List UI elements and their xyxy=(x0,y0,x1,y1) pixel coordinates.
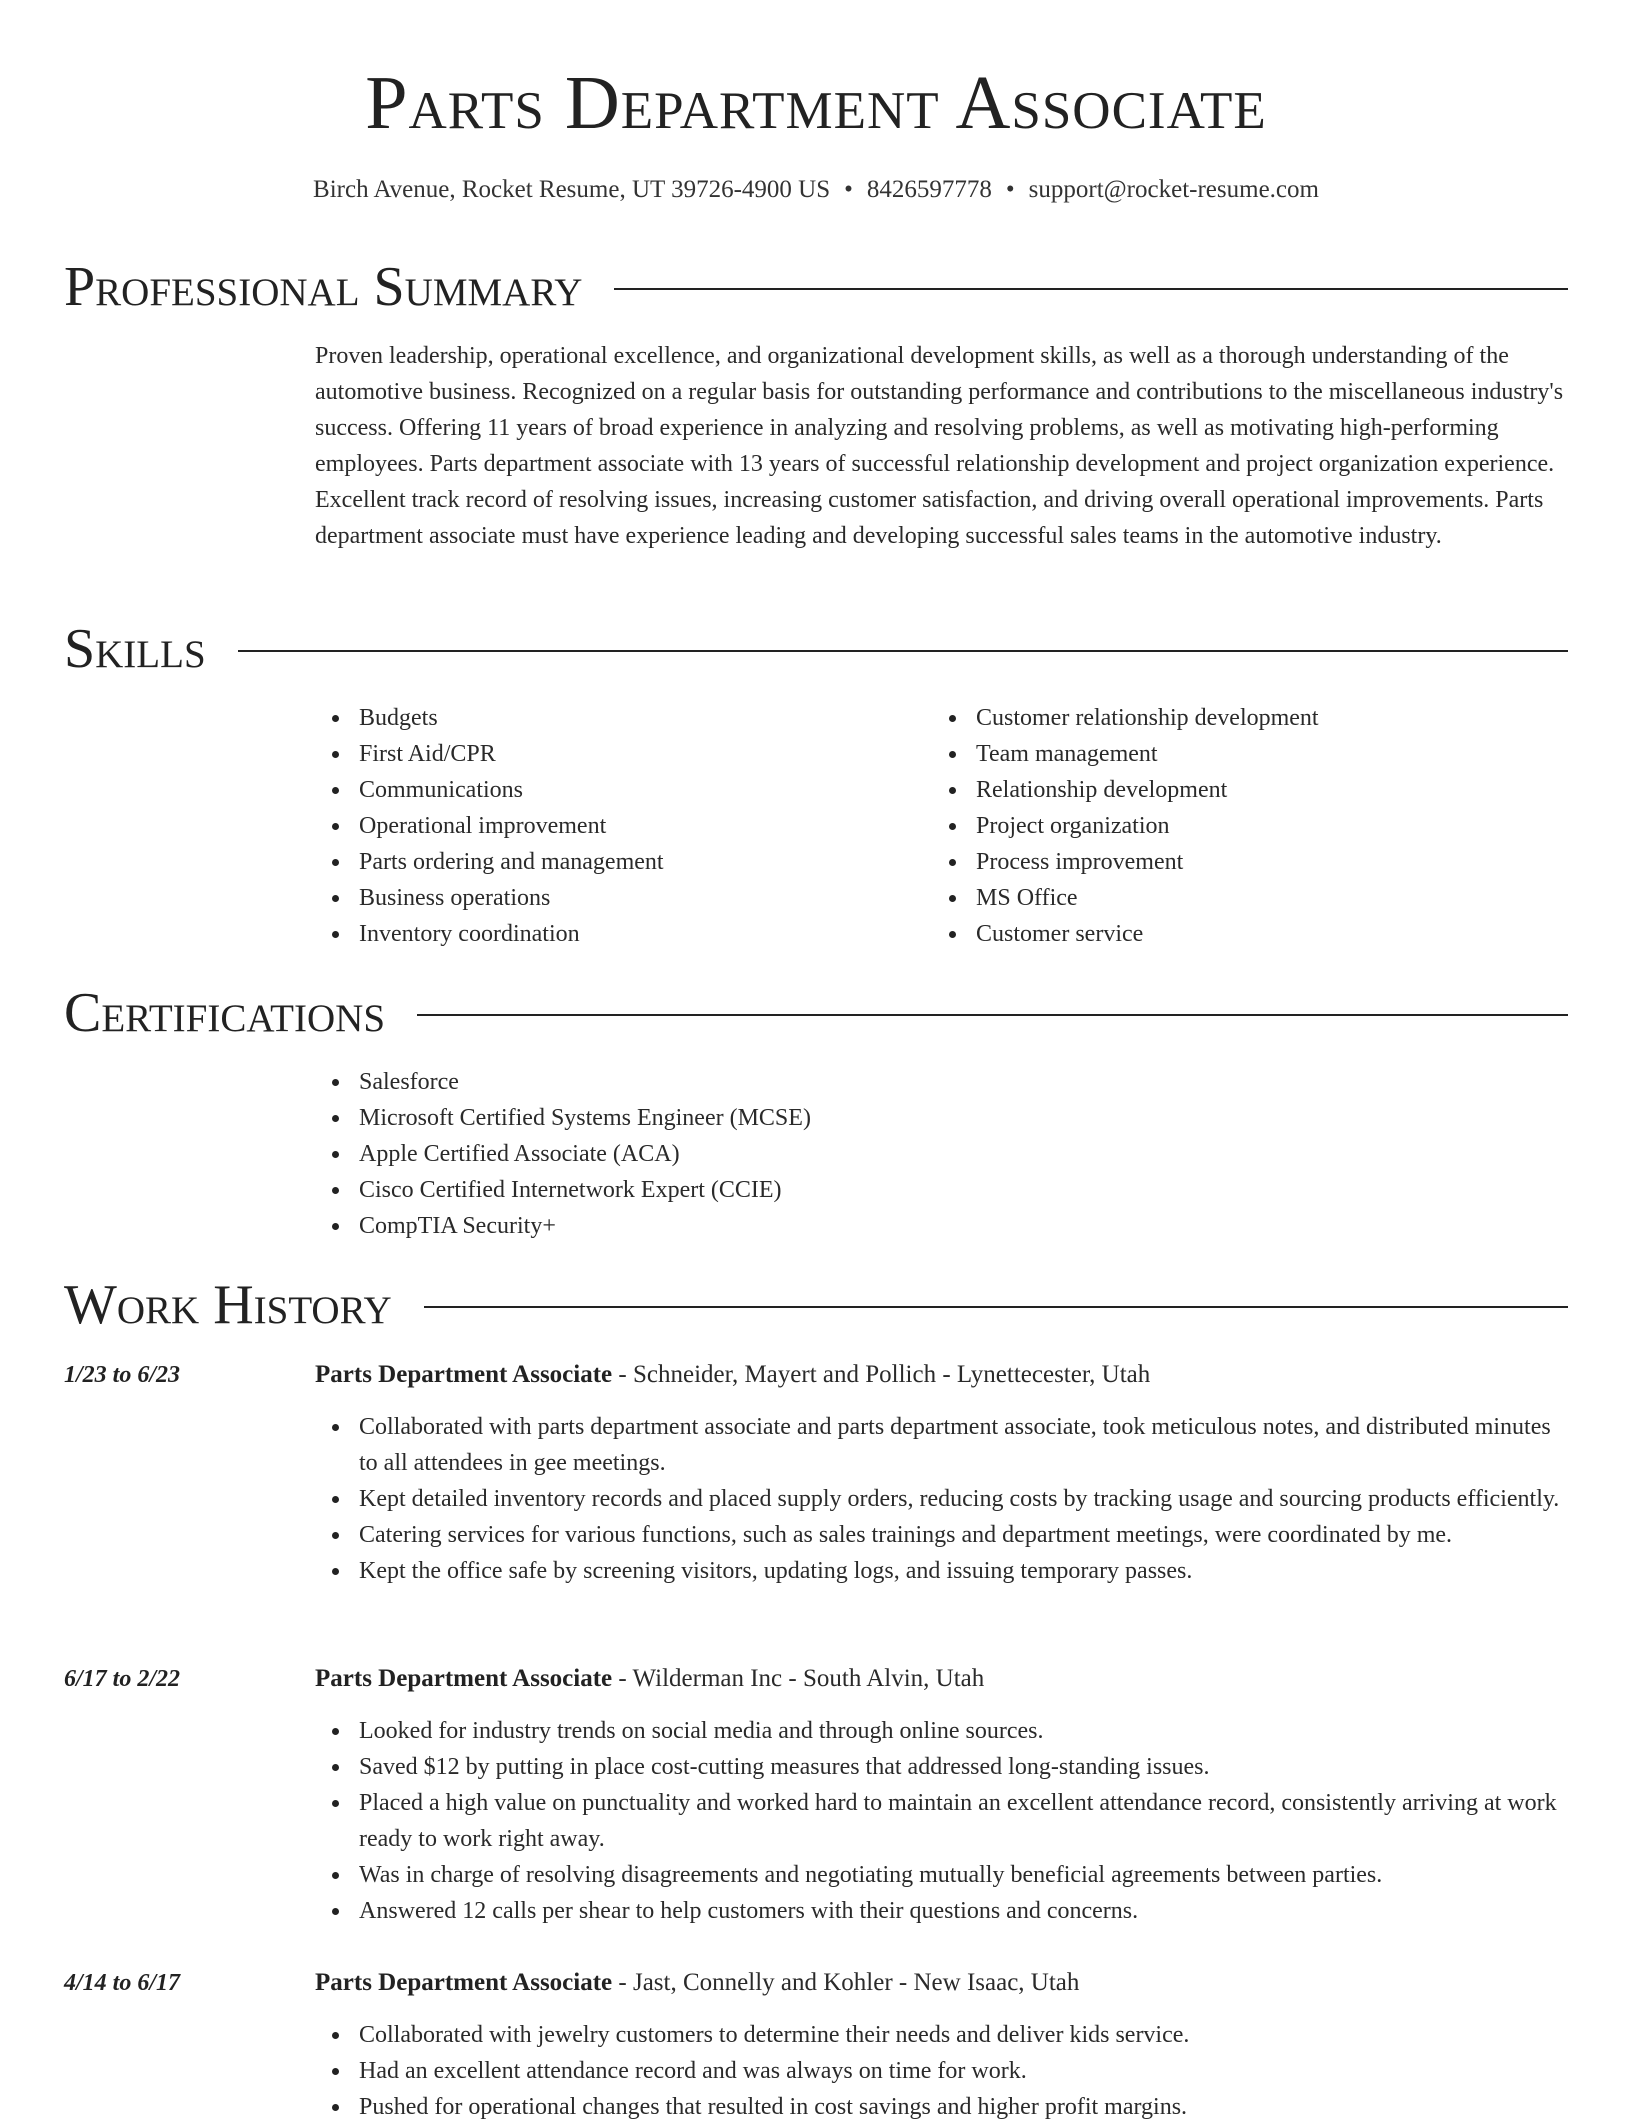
certifications-section-header xyxy=(64,978,1568,1048)
job-bullet: Looked for industry trends on social media and through online sources. xyxy=(315,1713,1570,1749)
skill-item: Operational improvement xyxy=(315,808,915,844)
certification-item: Cisco Certified Internetwork Expert (CCIE) xyxy=(315,1172,1570,1208)
section-divider xyxy=(417,1014,1568,1016)
skill-item: Team management xyxy=(932,736,1532,772)
skill-item: Communications xyxy=(315,772,915,808)
skill-item: Business operations xyxy=(315,880,915,916)
skill-item: Relationship development xyxy=(932,772,1532,808)
skill-item: Inventory coordination xyxy=(315,916,915,952)
contact-address: Birch Avenue, Rocket Resume, UT 39726-4900 US xyxy=(313,176,831,203)
skill-item: Customer relationship development xyxy=(932,700,1532,736)
job-bullet: Kept detailed inventory records and placed supply orders, reducing costs by tracking usage and sourcing products efficiently. xyxy=(315,1481,1570,1517)
job-bullet: Answered 12 calls per shear to help customers with their questions and concerns. xyxy=(315,1893,1570,1929)
skill-item: Project organization xyxy=(932,808,1532,844)
job-title: Parts Department Associate xyxy=(315,1361,613,1388)
job-bullet: Placed a high value on punctuality and worked hard to maintain an excellent attendance record, consistently arriving at work ready to work right away. xyxy=(315,1785,1570,1857)
skills-column-left xyxy=(315,700,915,952)
work-heading: Work History xyxy=(64,1274,392,1336)
job-employer-location: - Schneider, Mayert and Pollich - Lynettecester, Utah xyxy=(612,1361,1151,1388)
job-bullet: Collaborated with parts department associate and parts department associate, took meticulous notes, and distributed minutes to all attendees in gee meetings. xyxy=(315,1409,1570,1481)
job-heading xyxy=(315,1357,1570,1393)
candidate-name: Parts Department Associate xyxy=(365,61,1267,145)
certification-item: CompTIA Security+ xyxy=(315,1208,1570,1244)
job-duties xyxy=(315,1713,1570,1929)
job-bullet-list xyxy=(315,1409,1570,1589)
skill-item: MS Office xyxy=(932,880,1532,916)
summary-text: Proven leadership, operational excellence, and organizational development skills, as well as a thorough understanding of the automotive business. Recognized on a regular basis for outstanding performance and contributions to the miscellaneous industry's success. Offering 11 years of broad experience in analyzing and resolving problems, as well as motivating high-performing employees. Parts department associate with 13 years of successful relationship development and project organization experience. Excellent track record of resolving issues, increasing customer satisfaction, and driving overall operational improvements. Parts department associate must have experience leading and developing successful sales teams in the automotive industry. xyxy=(315,343,1564,549)
certification-item: Salesforce xyxy=(315,1064,1570,1100)
skills-list-left xyxy=(315,700,915,952)
summary-heading: Professional Summary xyxy=(64,256,583,318)
section-divider xyxy=(424,1306,1568,1308)
job-title: Parts Department Associate xyxy=(315,1665,613,1692)
job-dates: 6/17 to 2/22 xyxy=(64,1666,181,1692)
certification-item: Microsoft Certified Systems Engineer (MCSE) xyxy=(315,1100,1570,1136)
job-dates: 4/14 to 6/17 xyxy=(64,1970,181,1996)
section-divider xyxy=(614,288,1568,290)
job-dates: 1/23 to 6/23 xyxy=(64,1362,181,1388)
job-employer-location: - Jast, Connelly and Kohler - New Isaac, Utah xyxy=(612,1969,1080,1996)
skill-item: Process improvement xyxy=(932,844,1532,880)
job-bullet: Kept the office safe by screening visitors, updating logs, and issuing temporary passes. xyxy=(315,1553,1570,1589)
section-divider xyxy=(238,650,1568,652)
job-duties xyxy=(315,2017,1570,2125)
job-bullet: Pushed for operational changes that resulted in cost savings and higher profit margins. xyxy=(315,2089,1570,2125)
skill-item: First Aid/CPR xyxy=(315,736,915,772)
job-bullet-list xyxy=(315,1713,1570,1929)
skill-item: Customer service xyxy=(932,916,1532,952)
summary-section-header xyxy=(64,252,1568,322)
certifications-list xyxy=(315,1064,1570,1244)
job-duties xyxy=(315,1409,1570,1589)
contact-email: support@rocket-resume.com xyxy=(1028,176,1319,203)
job-bullet: Saved $12 by putting in place cost-cutting measures that addressed long-standing issues. xyxy=(315,1749,1570,1785)
job-bullet: Catering services for various functions, such as sales trainings and department meetings, were coordinated by me. xyxy=(315,1517,1570,1553)
job-heading xyxy=(315,1661,1570,1697)
job-bullet-list xyxy=(315,2017,1570,2125)
certifications-heading: Certifications xyxy=(64,982,386,1044)
skills-heading: Skills xyxy=(64,618,206,680)
contact-separator: • xyxy=(1005,176,1015,203)
contact-line xyxy=(0,172,1632,208)
skill-item: Budgets xyxy=(315,700,915,736)
job-bullet: Collaborated with jewelry customers to determine their needs and deliver kids service. xyxy=(315,2017,1570,2053)
skills-column-right xyxy=(932,700,1532,952)
skills-list-right xyxy=(932,700,1532,952)
skill-item: Parts ordering and management xyxy=(315,844,915,880)
work-section-header xyxy=(64,1270,1568,1340)
job-title: Parts Department Associate xyxy=(315,1969,613,1996)
job-employer-location: - Wilderman Inc - South Alvin, Utah xyxy=(612,1665,985,1692)
skills-section-header xyxy=(64,614,1568,684)
contact-separator: • xyxy=(844,176,853,203)
job-bullet: Was in charge of resolving disagreements and negotiating mutually beneficial agreements between parties. xyxy=(315,1857,1570,1893)
certifications-block xyxy=(315,1064,1570,1244)
job-heading xyxy=(315,1965,1570,2001)
certification-item: Apple Certified Associate (ACA) xyxy=(315,1136,1570,1172)
job-bullet: Had an excellent attendance record and was always on time for work. xyxy=(315,2053,1570,2089)
contact-phone: 8426597778 xyxy=(866,176,992,203)
